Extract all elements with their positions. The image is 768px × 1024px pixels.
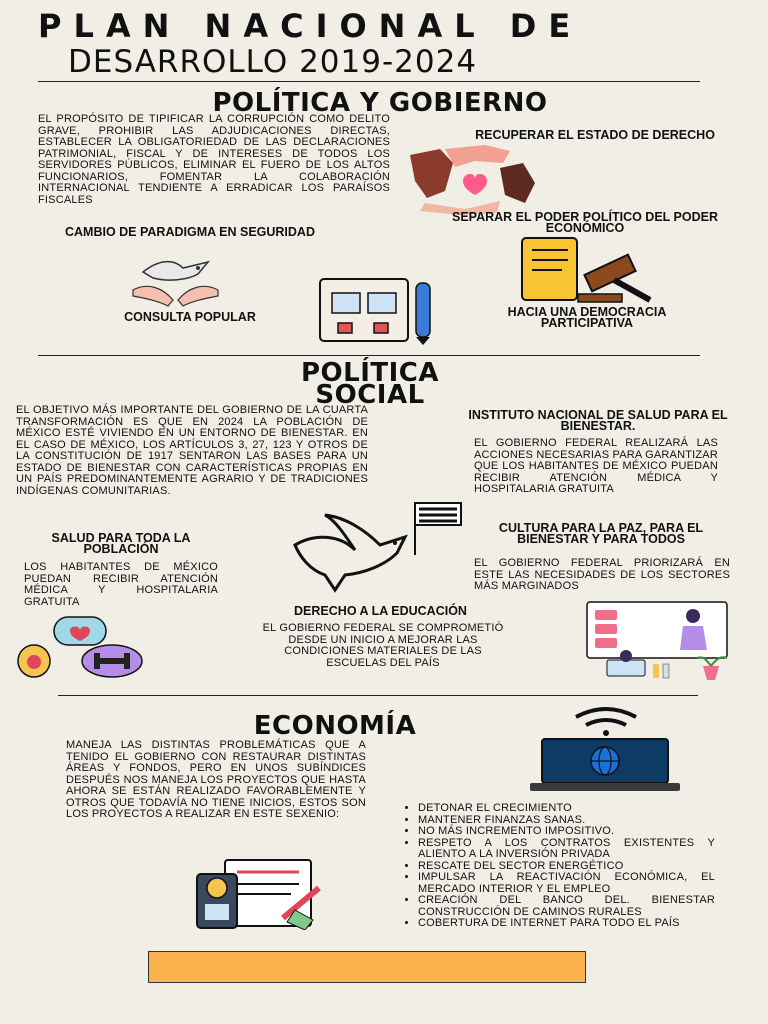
educacion-title: DERECHO A LA EDUCACIÓN (294, 604, 467, 618)
header-divider (38, 81, 700, 82)
democracia-participativa-label: HACIA UNA DEMOCRACIA PARTICIPATIVA (507, 305, 667, 330)
salud-text: LOS HABITANTES DE MÉXICO PUEDAN RECIBIR ATENCIÓN MÉDICA Y HOSPITALARIA GRATUITA (24, 561, 218, 608)
section-heading-social-1: POLÍTICA (300, 358, 439, 388)
section-heading-social-2: SOCIAL (315, 380, 425, 410)
economia-list (400, 803, 715, 930)
list-item: • IMPULSAR LA REACTIVACIÓN ECONÓMICA, EL MERCADO INTERIOR Y EL EMPLEO (418, 872, 715, 895)
dove-hands-icon (128, 250, 223, 308)
list-item: • CREACIÓN DEL BANCO DEL. BIENESTAR CONSTRUCCIÓN DE CAMINOS RURALES (418, 895, 715, 918)
laptop-wifi-icon (528, 705, 683, 793)
economia-intro: MANEJA LAS DISTINTAS PROBLEMÁTICAS QUE A TENIDO EL GOBIERNO CON RESTAURAR DISTINTAS ÁREAS Y FONDOS, PERO EN UNOS SUBÍNDICES DESPUÉS NOS MANEJA LOS PROYECTOS QUE HASTA AHORA SE ESTÁN REALIZADO FAVORABLEMENTE Y OTROS QUE TODAVÍA NO TIENE INICIOS, ESTOS SON LOS PROYECTOS A REALIZAR EN ESTE SEXENIO: (66, 739, 366, 820)
politica-social-intro: EL OBJETIVO MÁS IMPORTANTE DEL GOBIERNO DE LA CUARTA TRANSFORMACIÓN ES QUE EN 2024 LA POBLACIÓN DE MÉXICO ESTÉ VIVIENDO EN UN ENTORNO DE BIENESTAR. EN EL CASO DE MÉXICO, LOS ARTÍCULOS 3, 27, 123 Y OTROS DE LA CONSTITUCIÓN DE 1917 SENTARON LAS BASES PARA UN ESTADO DE BIENESTAR CON CARACTERÍSTICAS PROPIAS EN UN PAÍS PREDOMINANTEMENTE AGRARIO Y DE TRADICIONES INDÍGENAS COMUNITARIAS. (16, 404, 368, 497)
section-heading-politica-gobierno: POLÍTICA Y GOBIERNO (212, 88, 548, 118)
cultura-text: EL GOBIERNO FEDERAL PRIORIZARÁ EN ESTE LAS NECESIDADES DE LOS SECTORES MÁS MARGINADOS (474, 557, 730, 592)
contract-gavel-icon (518, 234, 658, 306)
list-item: • COBERTURA DE INTERNET PARA TODO EL PAÍS (418, 918, 715, 930)
educacion-text: EL GOBIERNO FEDERAL SE COMPROMETIÓ DESDE UN INICIO A MEJORAR LAS CONDICIONES MATERIALES DE LAS ESCUELAS DEL PAÍS (262, 622, 504, 669)
accent-bar (148, 951, 586, 983)
politica-gobierno-intro: EL PROPÓSITO DE TIPIFICAR LA CORRUPCIÓN COMO DELITO GRAVE, PROHIBIR LAS ADJUDICACIONES DIRECTAS, ESTABLECER LA OBLIGATORIEDAD DE LAS DECLARACIONES PATRIMONIAL, FISCAL Y DE INTERESES DE TODOS LOS SERVIDORES PÚBLICOS, ELIMINAR EL FUERO DE LOS ALTOS FUNCIONARIOS, FOMENTAR LA COLABORACIÓN INTERNACIONAL TENDIENTE A ERRADICAR LOS PARAÍSOS FISCALES (38, 113, 390, 206)
finance-document-icon (195, 858, 323, 930)
separar-poder-label: SEPARAR EL PODER POLÍTICO DEL PODER ECONÓMICO (451, 210, 718, 235)
consulta-popular-label: CONSULTA POPULAR (124, 310, 256, 324)
divider-social (38, 355, 700, 356)
recuperar-estado-label: RECUPERAR EL ESTADO DE DERECHO (475, 128, 715, 142)
dove-flag-icon (285, 495, 465, 595)
cambio-paradigma-label: CAMBIO DE PARADIGMA EN SEGURIDAD (64, 225, 315, 239)
page-title-line1: PLAN NACIONAL DE (38, 7, 583, 45)
section-heading-economia: ECONOMÍA (253, 711, 417, 741)
list-item: • RESCATE DEL SECTOR ENERGÉTICO (418, 861, 715, 873)
page-title-line2: DESARROLLO 2019-2024 (68, 44, 478, 80)
instituto-title: INSTITUTO NACIONAL DE SALUD PARA EL BIENESTAR. (468, 408, 728, 433)
health-icons (12, 613, 147, 681)
hands-heart-icon (405, 143, 540, 215)
divider-economia (58, 695, 698, 696)
ballot-form-icon (318, 275, 443, 345)
list-item: • NO MÁS INCREMENTO IMPOSITIVO. (418, 826, 715, 838)
list-item: • MANTENER FINANZAS SANAS. (418, 815, 715, 827)
list-item: • DETONAR EL CRECIMIENTO (418, 803, 715, 815)
list-item: • RESPETO A LOS CONTRATOS EXISTENTES Y ALIENTO A LA INVERSIÓN PRIVADA (418, 838, 715, 861)
cultura-title: CULTURA PARA LA PAZ, PARA EL BIENESTAR Y PARA TODOS (498, 521, 704, 546)
salud-title: SALUD PARA TODA LA POBLACIÓN (51, 531, 191, 556)
instituto-text: EL GOBIERNO FEDERAL REALIZARÁ LAS ACCIONES NECESARIAS PARA GARANTIZAR QUE LOS HABITANTES DE MÉXICO PUEDAN RECIBIR ATENCIÓN MÉDICA Y HOSPITALARIA GRATUITA (474, 437, 718, 495)
online-teacher-icon (585, 600, 730, 682)
